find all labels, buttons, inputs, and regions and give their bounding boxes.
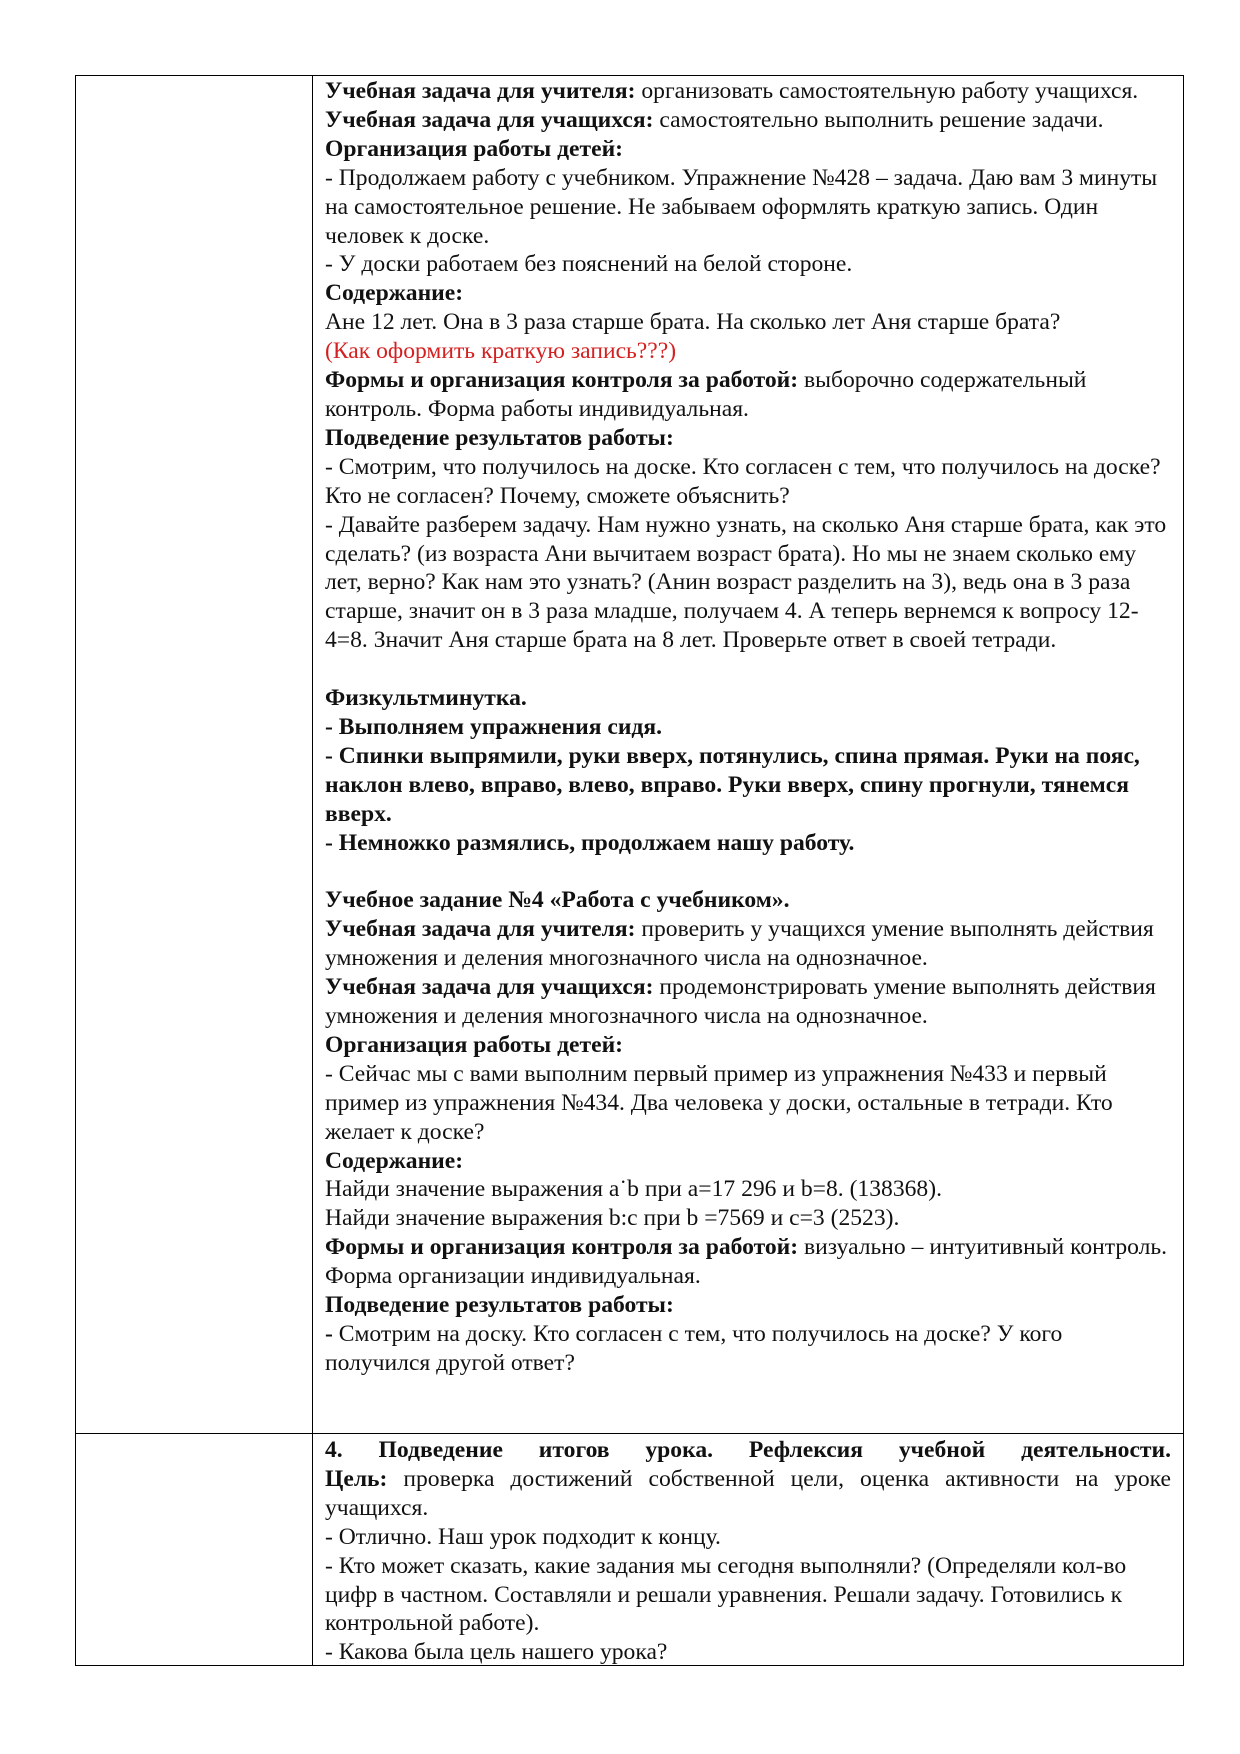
physical-break-text: - Выполняем упражнения сидя.	[325, 713, 663, 740]
results-text: - Давайте разберем задачу. Нам нужно узнать, на сколько Аня старше брата, как это сделать? (из возраста Ани вычитаем возраст брата). Но мы не знаем сколько ему лет, верно? Как нам это узнать? (Анин возраст разделить на 3), ведь она в 3 раза старше, значит он в 3 раза младше, получаем 4. А теперь вернемся к вопросу 12-4=8. Значит Аня старше брата на 8 лет. Проверьте ответ в своей тетради.	[325, 511, 1167, 654]
organization-text: - Продолжаем работу с учебником. Упражнение №428 – задача. Даю вам 3 минуты на самостоятельное решение. Не забываем оформлять краткую запись. Один человек к доске.	[325, 164, 1158, 249]
student-task: Учебная задача для учащихся: продемонстрировать умение выполнять действия умножения и деления многозначного числа на однозначное.	[325, 974, 1156, 1029]
section-4-heading: 4. Подведение итогов урока. Рефлексия учебной деятельности.	[325, 1437, 1171, 1463]
lesson-plan-table	[75, 75, 1184, 1666]
problem-text: Ане 12 лет. Она в 3 раза старше брата. На сколько лет Аня старше брата?	[325, 309, 1061, 336]
section-4-text: - Отлично. Наш урок подходит к концу.	[325, 1523, 721, 1550]
results-heading: Подведение результатов работы:	[325, 1292, 674, 1319]
spacer	[325, 857, 1171, 886]
organization-text: - У доски работаем без пояснений на белой стороне.	[325, 251, 853, 278]
organization-heading: Организация работы детей:	[325, 135, 624, 162]
problem-note: (Как оформить краткую запись???)	[325, 338, 677, 365]
spacer	[325, 655, 1171, 684]
section-4-text: - Какова была цель нашего урока?	[325, 1639, 668, 1666]
stage-column	[76, 76, 313, 1665]
task-4-heading: Учебное задание №4 «Работа с учебником».	[325, 887, 790, 914]
physical-break-text: - Немножко размялись, продолжаем нашу работу.	[325, 829, 855, 856]
student-task: Учебная задача для учащихся: самостоятельно выполнить решение задачи.	[325, 106, 1104, 133]
results-text: - Смотрим на доску. Кто согласен с тем, что получилось на доске? У кого получился другой ответ?	[325, 1320, 1063, 1376]
expression-task: Найди значение выражения b:c при b =7569 и c=3 (2523).	[325, 1205, 900, 1232]
section-4-text: - Кто может сказать, какие задания мы сегодня выполняли? (Определяли кол-во цифр в частном. Составляли и решали уравнения. Решали задачу. Готовились к контрольной работе).	[325, 1552, 1127, 1637]
results-heading: Подведение результатов работы:	[325, 424, 674, 451]
organization-text: - Сейчас мы с вами выполним первый пример из упражнения №433 и первый пример из упражнения №434. Два человека у доски, остальные в тетради. Кто желает к доске?	[325, 1060, 1113, 1145]
content-heading: Содержание:	[325, 1147, 464, 1174]
physical-break-heading: Физкультминутка.	[325, 685, 527, 712]
content-cell-section-3	[325, 77, 1171, 1378]
teacher-task: Учебная задача для учителя: проверить у учащихся умение выполнять действия умножения и деления многозначного числа на однозначное.	[325, 916, 1154, 972]
results-text: - Смотрим, что получилось на доске. Кто согласен с тем, что получилось на доске? Кто не согласен? Почему, сможете объяснить?	[325, 453, 1161, 509]
control-form: Формы и организация контроля за работой: выборочно содержательный контроль. Форма работы индивидуальная.	[325, 367, 1087, 422]
control-form: Формы и организация контроля за работой: визуально – интуитивный контроль. Форма организации индивидуальная.	[325, 1234, 1168, 1290]
section-4-goal: Цель: проверка достижений собственной цели, оценка активности на уроке учащихся.	[325, 1465, 1171, 1521]
teacher-task: Учебная задача для учителя: организовать самостоятельную работу учащихся.	[325, 78, 1139, 104]
content-cell-section-4	[325, 1436, 1171, 1667]
expression-task: Найди значение выражения a˙b при a=17 296 и b=8. (138368).	[325, 1176, 942, 1203]
content-heading: Содержание:	[325, 280, 464, 307]
organization-heading: Организация работы детей:	[325, 1031, 624, 1058]
row-divider	[76, 1433, 1183, 1434]
physical-break-text: - Спинки выпрямили, руки вверх, потянулись, спина прямая. Руки на пояс, наклон влево, вправо, влево, вправо. Руки вверх, спину прогнули, тянемся вверх.	[325, 742, 1140, 827]
